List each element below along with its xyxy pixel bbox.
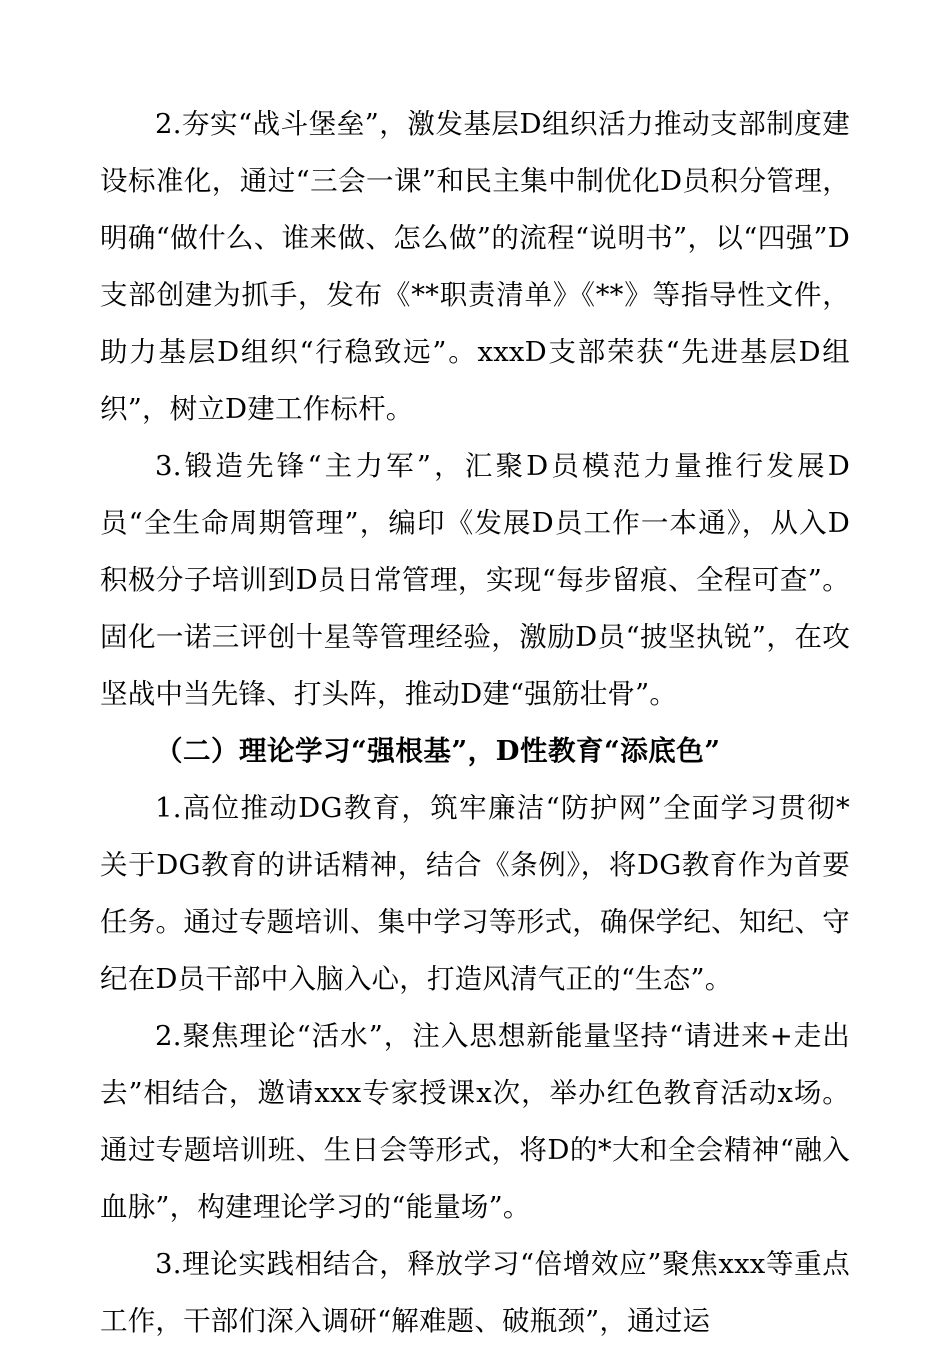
document-body [100,96,850,1350]
paragraph: 3.理论实践相结合，释放学习“倍增效应”聚焦xxx等重点工作，干部们深入调研“解难题、破瓶颈”，通过运 [100,1248,850,1337]
section-heading: （二）理论学习“强根基”，D性教育“添底色” [155,735,721,767]
paragraph: 2.聚焦理论“活水”，注入思想新能量坚持“请进来+走出去”相结合，邀请xxx专家授课x次，举办红色教育活动x场。通过专题培训班、生日会等形式，将D的*大和全会精神“融入血脉”，构建理论学习的“能量场”。 [100,1020,850,1223]
paragraph: 1.高位推动DG教育，筑牢廉洁“防护网”全面学习贯彻*关于DG教育的讲话精神，结合《条例》，将DG教育作为首要任务。通过专题培训、集中学习等形式，确保学纪、知纪、守纪在D员干部中入脑入心，打造风清气正的“生态”。 [100,792,850,995]
paragraph: 2.夯实“战斗堡垒”，激发基层D组织活力推动支部制度建设标准化，通过“三会一课”和民主集中制优化D员积分管理，明确“做什么、谁来做、怎么做”的流程“说明书”，以“四强”D支部创建为抓手，发布《**职责清单》《**》等指导性文件，助力基层D组织“行稳致远”。xxxD支部荣获“先进基层D组织”，树立D建工作标杆。 [100,108,850,425]
paragraph: 3.锻造先锋“主力军”，汇聚D员模范力量推行发展D员“全生命周期管理”，编印《发展D员工作一本通》，从入D积极分子培训到D员日常管理，实现“每步留痕、全程可查”。固化一诺三评创十星等管理经验，激励D员“披坚执锐”，在攻坚战中当先锋、打头阵，推动D建“强筋壮骨”。 [100,450,850,710]
